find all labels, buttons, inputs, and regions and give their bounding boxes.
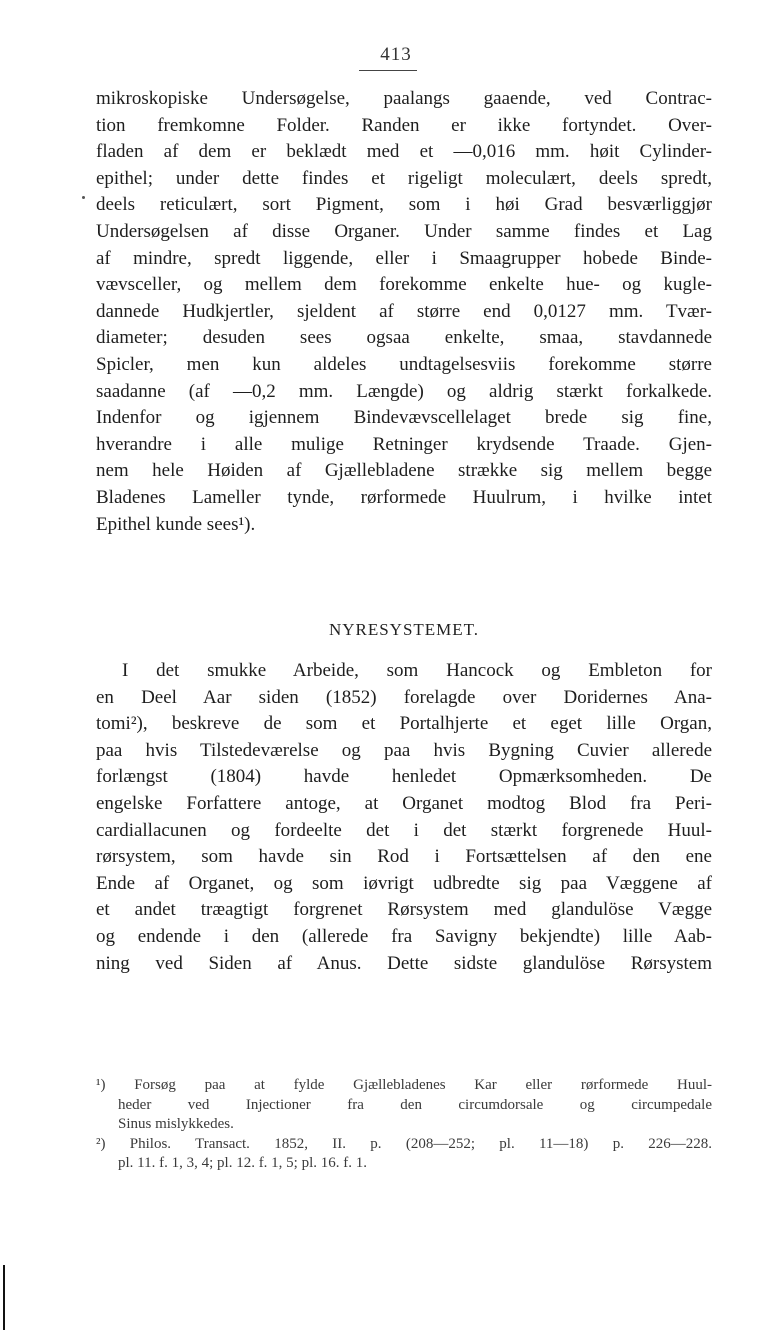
footnote-2-line: ²) Philos. Transact. 1852, II. p. (208—252; pl. 11—18) p. 226—228. — [96, 1135, 712, 1152]
text-line: tomi²), beskreve de som et Portalhjerte et eget lille Organ, — [96, 713, 712, 735]
text-line: af mindre, spredt liggende, eller i Smaagrupper hobede Binde- — [96, 247, 712, 269]
text-line: mikroskopiske Undersøgelse, paalangs gaaende, ved Contrac- — [96, 88, 712, 109]
body-paragraph-1 — [96, 86, 712, 538]
text-line: Ende af Organet, og som iøvrigt udbredte sig paa Væggene af — [96, 872, 712, 894]
text-line: hverandre i alle mulige Retninger krydsende Traade. Gjen- — [96, 433, 712, 455]
text-line: rørsystem, som havde sin Rod i Fortsættelsen af den ene — [96, 846, 712, 868]
text-line: Undersøgelsen af disse Organer. Under samme findes et Lag — [96, 220, 712, 242]
text-line: Spicler, men kun aldeles undtagelsesviis forekomme større — [96, 353, 712, 375]
footnote-1-line: heder ved Injectioner fra den circumdorsale og circumpedale — [118, 1096, 712, 1113]
footnote-1-line: ¹) Forsøg paa at fylde Gjællebladenes Kar eller rørformede Huul- — [96, 1077, 712, 1093]
text-line: cardiallacunen og fordeelte det i det stærkt forgrenede Huul- — [96, 819, 712, 841]
text-line: Epithel kunde sees¹). — [96, 513, 256, 535]
section-heading: NYRESYSTEMET. — [328, 620, 480, 639]
scan-edge-mark — [3, 1265, 5, 1330]
page-number: 413 — [380, 44, 412, 65]
text-line: tion fremkomne Folder. Randen er ikke fortyndet. Over- — [96, 114, 712, 136]
text-line: paa hvis Tilstedeværelse og paa hvis Bygning Cuvier allerede — [96, 739, 712, 761]
text-line: vævsceller, og mellem dem forekomme enkelte hue- og kugle- — [96, 274, 712, 296]
text-line: en Deel Aar siden (1852) forelagde over Doridernes Ana- — [96, 686, 712, 708]
footnotes — [96, 1076, 712, 1174]
text-line: nem hele Høiden af Gjællebladene strække sig mellem begge — [96, 460, 712, 482]
text-line: fladen af dem er beklædt med et —0,016 mm. høit Cylinder- — [96, 141, 712, 163]
text-line: ning ved Siden af Anus. Dette sidste glandulöse Rørsystem — [96, 952, 712, 974]
text-line: diameter; desuden sees ogsaa enkelte, smaa, stavdannede — [96, 327, 712, 349]
margin-dot — [82, 196, 85, 199]
text-line: et andet træagtigt forgrenet Rørsystem med glandulöse Vægge — [96, 899, 712, 921]
text-line: engelske Forfattere antoge, at Organet modtog Blod fra Peri- — [96, 792, 712, 814]
footnote-2-line: pl. 11. f. 1, 3, 4; pl. 12. f. 1, 5; pl. 16. f. 1. — [118, 1155, 368, 1171]
body-paragraph-2 — [96, 658, 712, 977]
text-line: epithel; under dette findes et rigeligt moleculært, deels spredt, — [96, 167, 712, 189]
text-line: Bladenes Lameller tynde, rørformede Huulrum, i hvilke intet — [96, 486, 712, 508]
text-line: og endende i den (allerede fra Savigny bekjendte) lille Aab- — [96, 925, 712, 947]
text-line: I det smukke Arbeide, som Hancock og Embleton for — [122, 660, 712, 681]
text-line: deels reticulært, sort Pigment, som i høi Grad besværliggjør — [96, 194, 712, 216]
text-line: saadanne (af —0,2 mm. Længde) og aldrig stærkt forkalkede. — [96, 380, 712, 402]
footnote-1-line: Sinus mislykkedes. — [118, 1116, 234, 1132]
text-line: dannede Hudkjertler, sjeldent af større end 0,0127 mm. Tvær- — [96, 300, 712, 322]
text-line: forlængst (1804) havde henledet Opmærksomheden. De — [96, 766, 712, 788]
text-line: Indenfor og igjennem Bindevævscellelaget brede sig fine, — [96, 407, 712, 429]
page-number-rule — [359, 70, 417, 71]
